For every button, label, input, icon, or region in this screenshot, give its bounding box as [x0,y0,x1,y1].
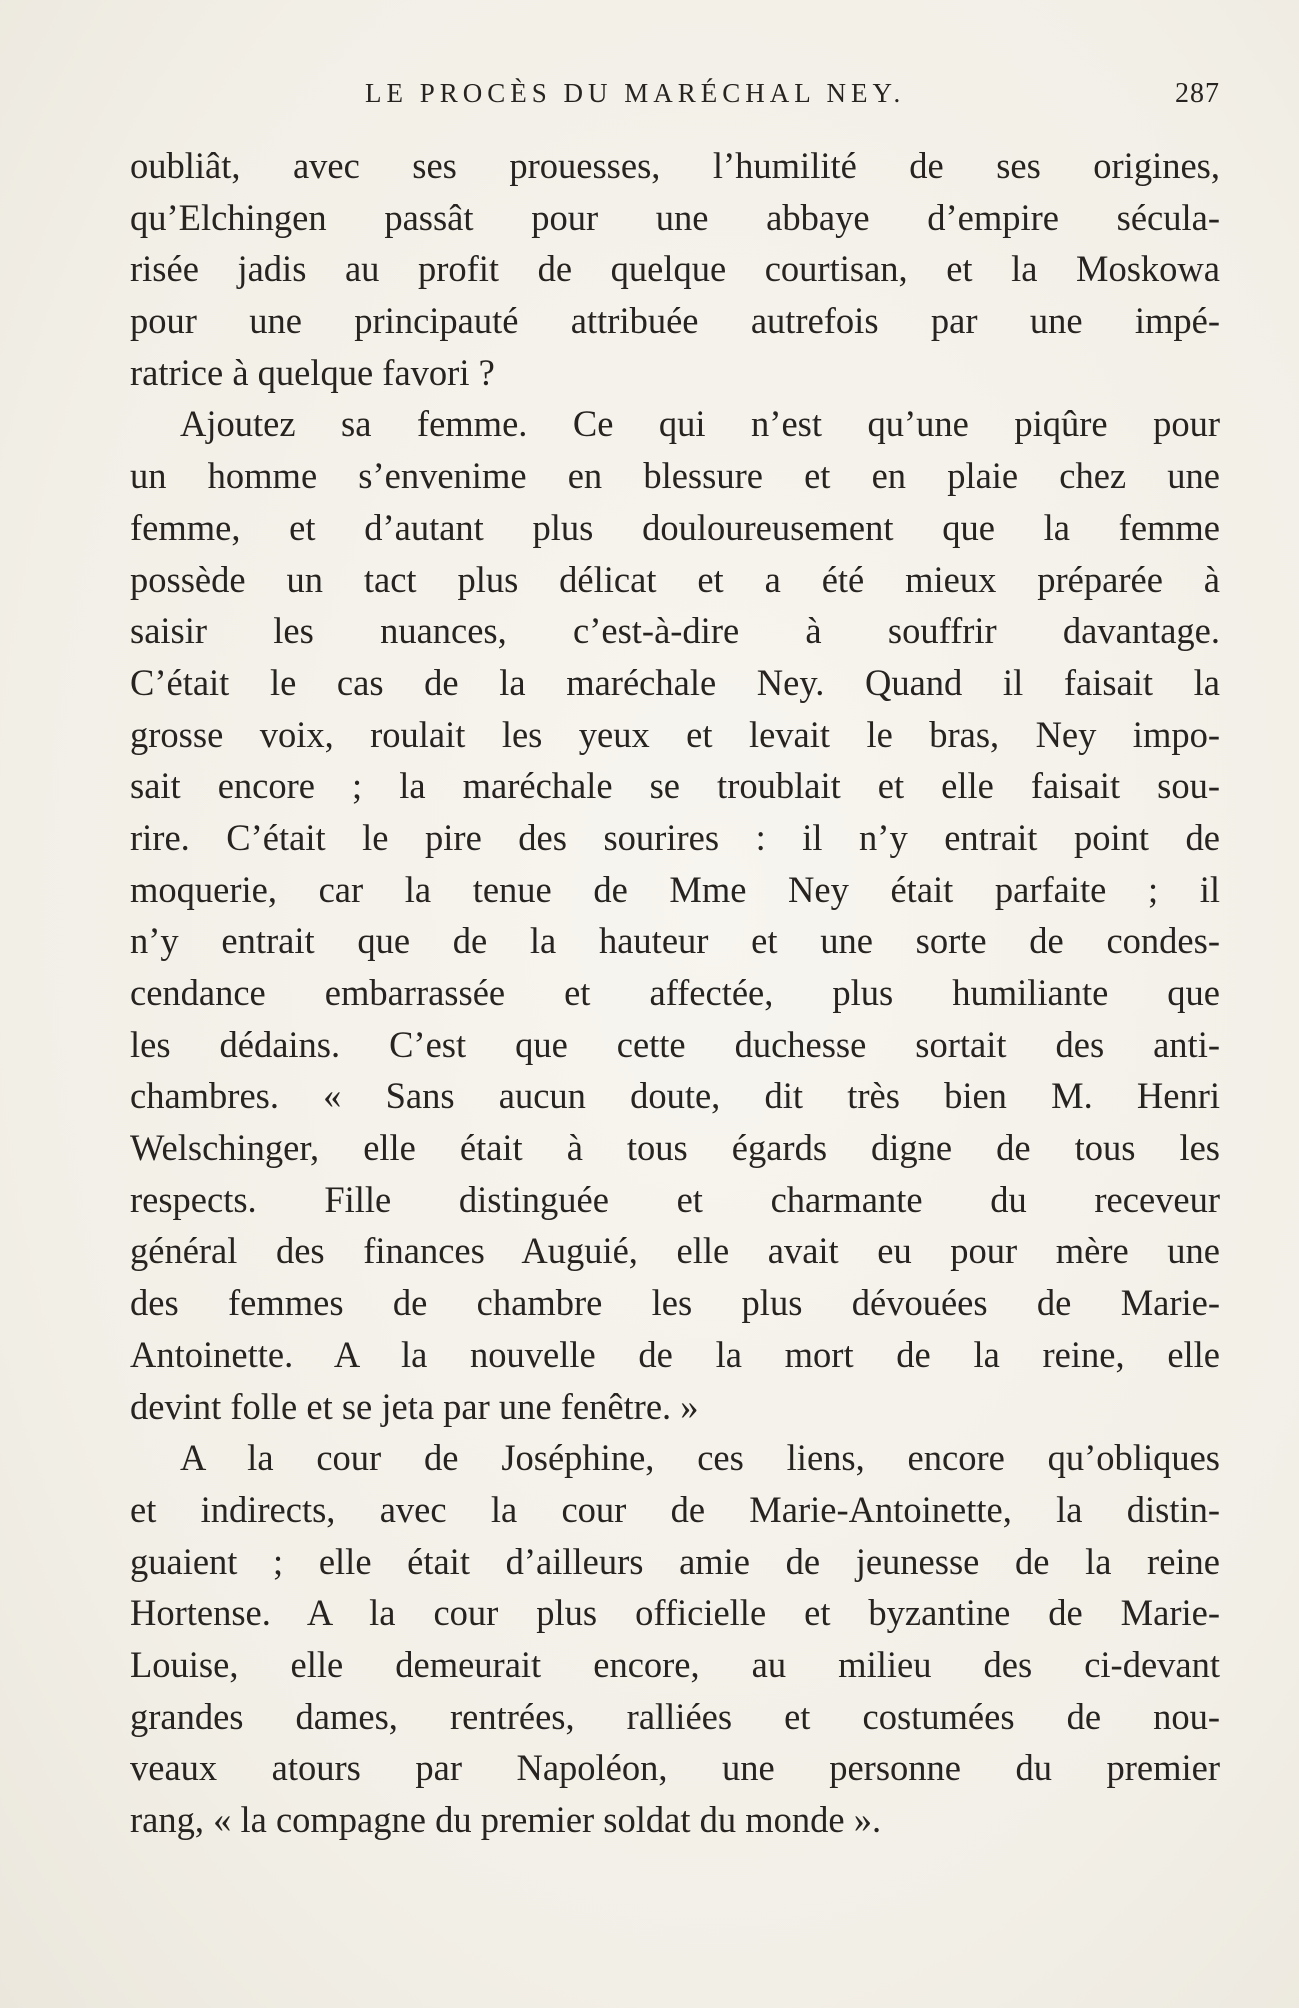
text-line: général des finances Auguié, elle avait eu pour mère une [130,1230,1220,1272]
text-line: Hortense. A la cour plus officielle et byzantine de Marie- [130,1592,1220,1634]
text-line: chambres. « Sans aucun doute, dit très bien M. Henri [130,1075,1220,1117]
text-line: n’y entrait que de la hauteur et une sorte de condes- [130,920,1220,962]
text-line: grosse voix, roulait les yeux et levait le bras, Ney impo- [130,713,1220,755]
text-line: Louise, elle demeurait encore, au milieu des ci-devant [130,1643,1220,1685]
text-line: guaient ; elle était d’ailleurs amie de jeunesse de la reine [130,1540,1220,1582]
text-line: rang, « la compagne du premier soldat du monde ». [130,1799,882,1840]
text-line: C’était le cas de la maréchale Ney. Quand il faisait la [130,661,1220,703]
text-line: veaux atours par Napoléon, une personne du premier [130,1747,1220,1789]
text-line: respects. Fille distinguée et charmante du receveur [130,1178,1220,1220]
text-line: Ajoutez sa femme. Ce qui n’est qu’une piqûre pour [180,403,1220,445]
text-line: grandes dames, rentrées, ralliées et costumées de nou- [130,1695,1220,1737]
body-text [130,140,1220,1846]
text-line: des femmes de chambre les plus dévouées de Marie- [130,1282,1220,1324]
text-line: possède un tact plus délicat et a été mieux préparée à [130,558,1220,600]
text-line: A la cour de Joséphine, ces liens, encore qu’obliques [180,1437,1220,1479]
page-header [135,78,1220,118]
text-line: un homme s’envenime en blessure et en plaie chez une [130,455,1220,497]
text-line: risée jadis au profit de quelque courtisan, et la Moskowa [130,248,1220,290]
text-line: Antoinette. A la nouvelle de la mort de la reine, elle [130,1333,1220,1375]
text-line: devint folle et se jeta par une fenêtre. » [130,1385,699,1427]
text-line: Welschinger, elle était à tous égards digne de tous les [130,1127,1220,1169]
text-line: cendance embarrassée et affectée, plus humiliante que [130,972,1220,1013]
text-line: et indirects, avec la cour de Marie-Antoinette, la distin- [130,1488,1220,1530]
text-line: rire. C’était le pire des sourires : il n’y entrait point de [130,816,1220,858]
text-line: femme, et d’autant plus douloureusement que la femme [130,506,1220,548]
page-number: 287 [1175,78,1220,109]
text-line: saisir les nuances, c’est-à-dire à souffrir davantage. [130,610,1220,652]
text-line: pour une principauté attribuée autrefois par une impé- [130,300,1220,342]
text-line: ratrice à quelque favori ? [130,351,495,393]
text-line: les dédains. C’est que cette duchesse sortait des anti- [130,1023,1220,1065]
text-line: sait encore ; la maréchale se troublait et elle faisait sou- [130,765,1220,807]
text-line: qu’Elchingen passât pour une abbaye d’empire sécula- [130,196,1220,238]
text-line: moquerie, car la tenue de Mme Ney était parfaite ; il [130,868,1220,910]
running-title: LE PROCÈS DU MARÉCHAL NEY. [365,78,906,108]
text-line: oubliât, avec ses prouesses, l’humilité de ses origines, [130,145,1220,186]
